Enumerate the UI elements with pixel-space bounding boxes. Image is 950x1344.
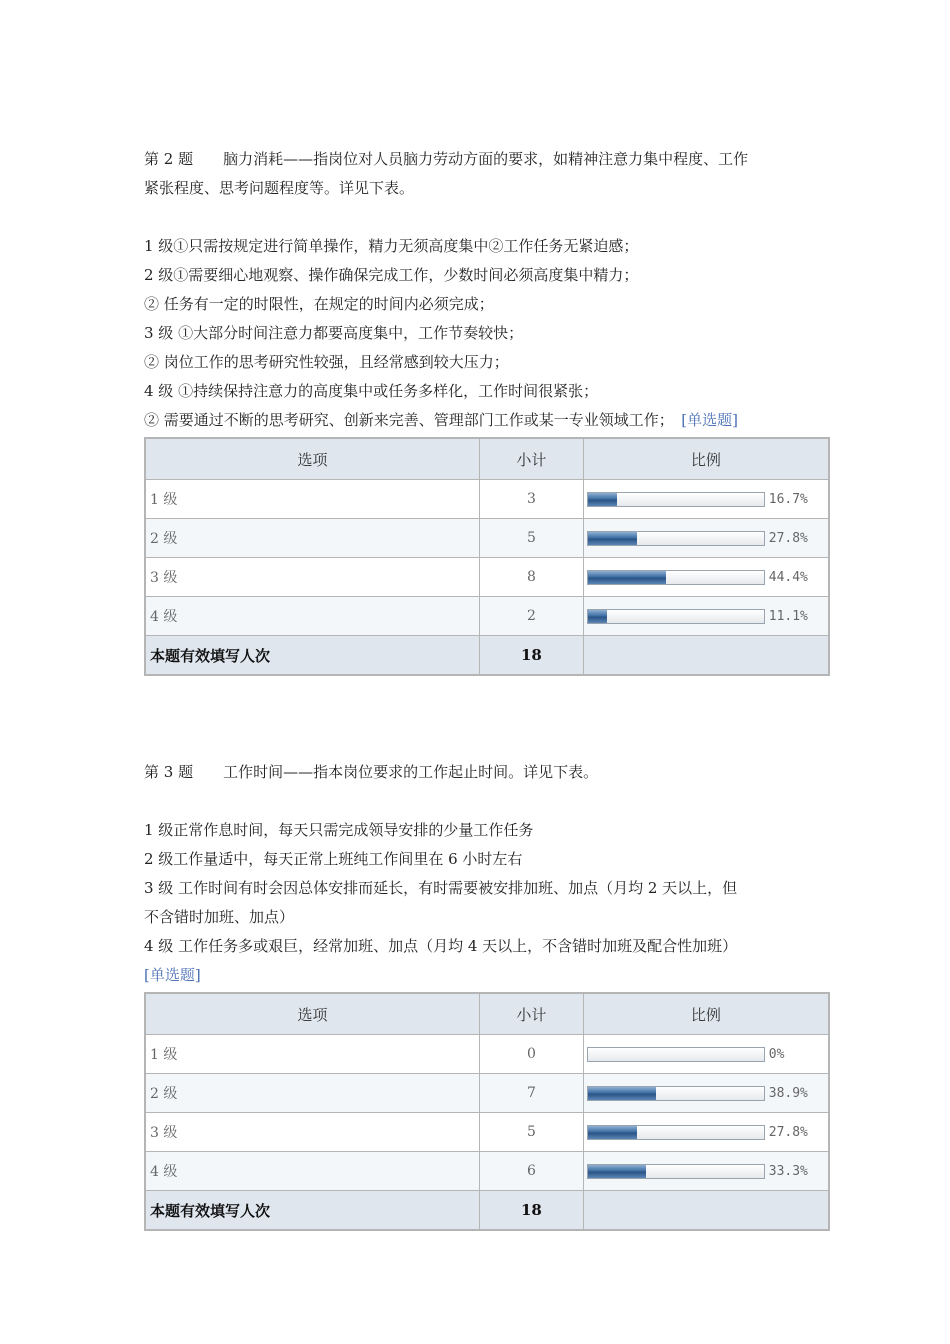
table-row [145,1035,829,1074]
ratio-cell [583,1113,829,1152]
count-cell: 7 [480,1074,584,1113]
question-3-intro: 第 3 题 工作时间——指本岗位要求的工作起止时间。详见下表。 [144,763,599,781]
percent-label: 33.3% [768,1163,808,1179]
ratio-cell [583,558,829,597]
level-description: ② 岗位工作的思考研究性较强，且经常感到较大压力； [144,353,509,371]
progress-bar [587,1125,765,1140]
percent-label: 16.7% [768,491,808,507]
progress-fill [588,1126,637,1139]
percent-label: 11.1% [768,608,808,624]
ratio-cell [583,480,829,519]
total-row [145,636,829,676]
progress-bar [587,1086,765,1101]
results-table [144,992,830,1231]
total-label: 本题有效填写人次 [145,1191,480,1231]
percent-label: 27.8% [768,530,808,546]
header-count: 小计 [480,993,584,1035]
table-header [145,438,829,480]
progress-bar [587,531,765,546]
option-cell: 1 级 [145,1035,480,1074]
table-row [145,480,829,519]
option-cell: 4 级 [145,597,480,636]
table-row [145,1113,829,1152]
total-count: 18 [480,1191,584,1231]
header-option: 选项 [145,438,480,480]
level-description: 3 级 工作时间有时会因总体安排而延长，有时需要被安排加班、加点（月均 2 天以上，但 [144,879,738,897]
table-row [145,558,829,597]
count-cell: 5 [480,519,584,558]
level-description: ② 任务有一定的时限性，在规定的时间内必须完成； [144,295,494,313]
progress-fill [588,610,608,623]
level-description: 1 级①只需按规定进行简单操作，精力无须高度集中②工作任务无紧迫感； [144,237,639,255]
table-header [145,993,829,1035]
count-cell: 5 [480,1113,584,1152]
percent-label: 38.9% [768,1085,808,1101]
table-row [145,597,829,636]
results-table [144,437,830,676]
level-description-last: ② 需要通过不断的思考研究、创新来完善、管理部门工作或某一专业领域工作； [单选题] [144,411,738,429]
progress-bar [587,1164,765,1179]
level-description: 4 级 ①持续保持注意力的高度集中或任务多样化，工作时间很紧张； [144,382,599,400]
ratio-cell [583,597,829,636]
option-cell: 3 级 [145,558,480,597]
level-description: 4 级 工作任务多或艰巨，经常加班、加点（月均 4 天以上，不含错时加班及配合性加班） [144,937,738,955]
count-cell: 2 [480,597,584,636]
ratio-cell [583,1035,829,1074]
header-ratio: 比例 [583,438,829,480]
percent-label: 0% [768,1046,785,1062]
progress-bar [587,1047,765,1062]
total-empty-cell [583,1191,829,1231]
question-type-label: [单选题] [144,966,201,984]
ratio-cell [583,519,829,558]
level-description: 2 级工作量适中，每天正常上班纯工作间里在 6 小时左右 [144,850,523,868]
header-option: 选项 [145,993,480,1035]
total-count: 18 [480,636,584,676]
count-cell: 8 [480,558,584,597]
count-cell: 3 [480,480,584,519]
progress-bar [587,570,765,585]
question-2 [144,145,830,676]
question-type-label: [单选题] [681,411,738,429]
option-cell: 1 级 [145,480,480,519]
level-description: 2 级①需要细心地观察、操作确保完成工作，少数时间必须高度集中精力； [144,266,639,284]
table-row [145,1152,829,1191]
option-cell: 4 级 [145,1152,480,1191]
table-row [145,1074,829,1113]
progress-fill [588,1165,647,1178]
question-2-intro: 第 2 题 脑力消耗——指岗位对人员脑力劳动方面的要求，如精神注意力集中程度、工作 [144,150,749,168]
total-row [145,1191,829,1231]
level-description: 1 级正常作息时间，每天只需完成领导安排的少量工作任务 [144,821,534,839]
percent-label: 27.8% [768,1124,808,1140]
ratio-cell [583,1152,829,1191]
count-cell: 0 [480,1035,584,1074]
total-label: 本题有效填写人次 [145,636,480,676]
total-empty-cell [583,636,829,676]
option-cell: 2 级 [145,1074,480,1113]
progress-fill [588,571,666,584]
level-description: 3 级 ①大部分时间注意力都要高度集中，工作节奏较快； [144,324,524,342]
progress-bar [587,492,765,507]
count-cell: 6 [480,1152,584,1191]
progress-fill [588,532,637,545]
option-cell: 2 级 [145,519,480,558]
question-3 [144,758,830,1231]
question-2-intro-cont: 紧张程度、思考问题程度等。详见下表。 [144,179,415,197]
progress-bar [587,609,765,624]
header-ratio: 比例 [583,993,829,1035]
table-row [145,519,829,558]
progress-fill [588,493,617,506]
option-cell: 3 级 [145,1113,480,1152]
progress-fill [588,1087,656,1100]
level-description: 不含错时加班、加点） [144,908,295,926]
ratio-cell [583,1074,829,1113]
percent-label: 44.4% [768,569,808,585]
header-count: 小计 [480,438,584,480]
